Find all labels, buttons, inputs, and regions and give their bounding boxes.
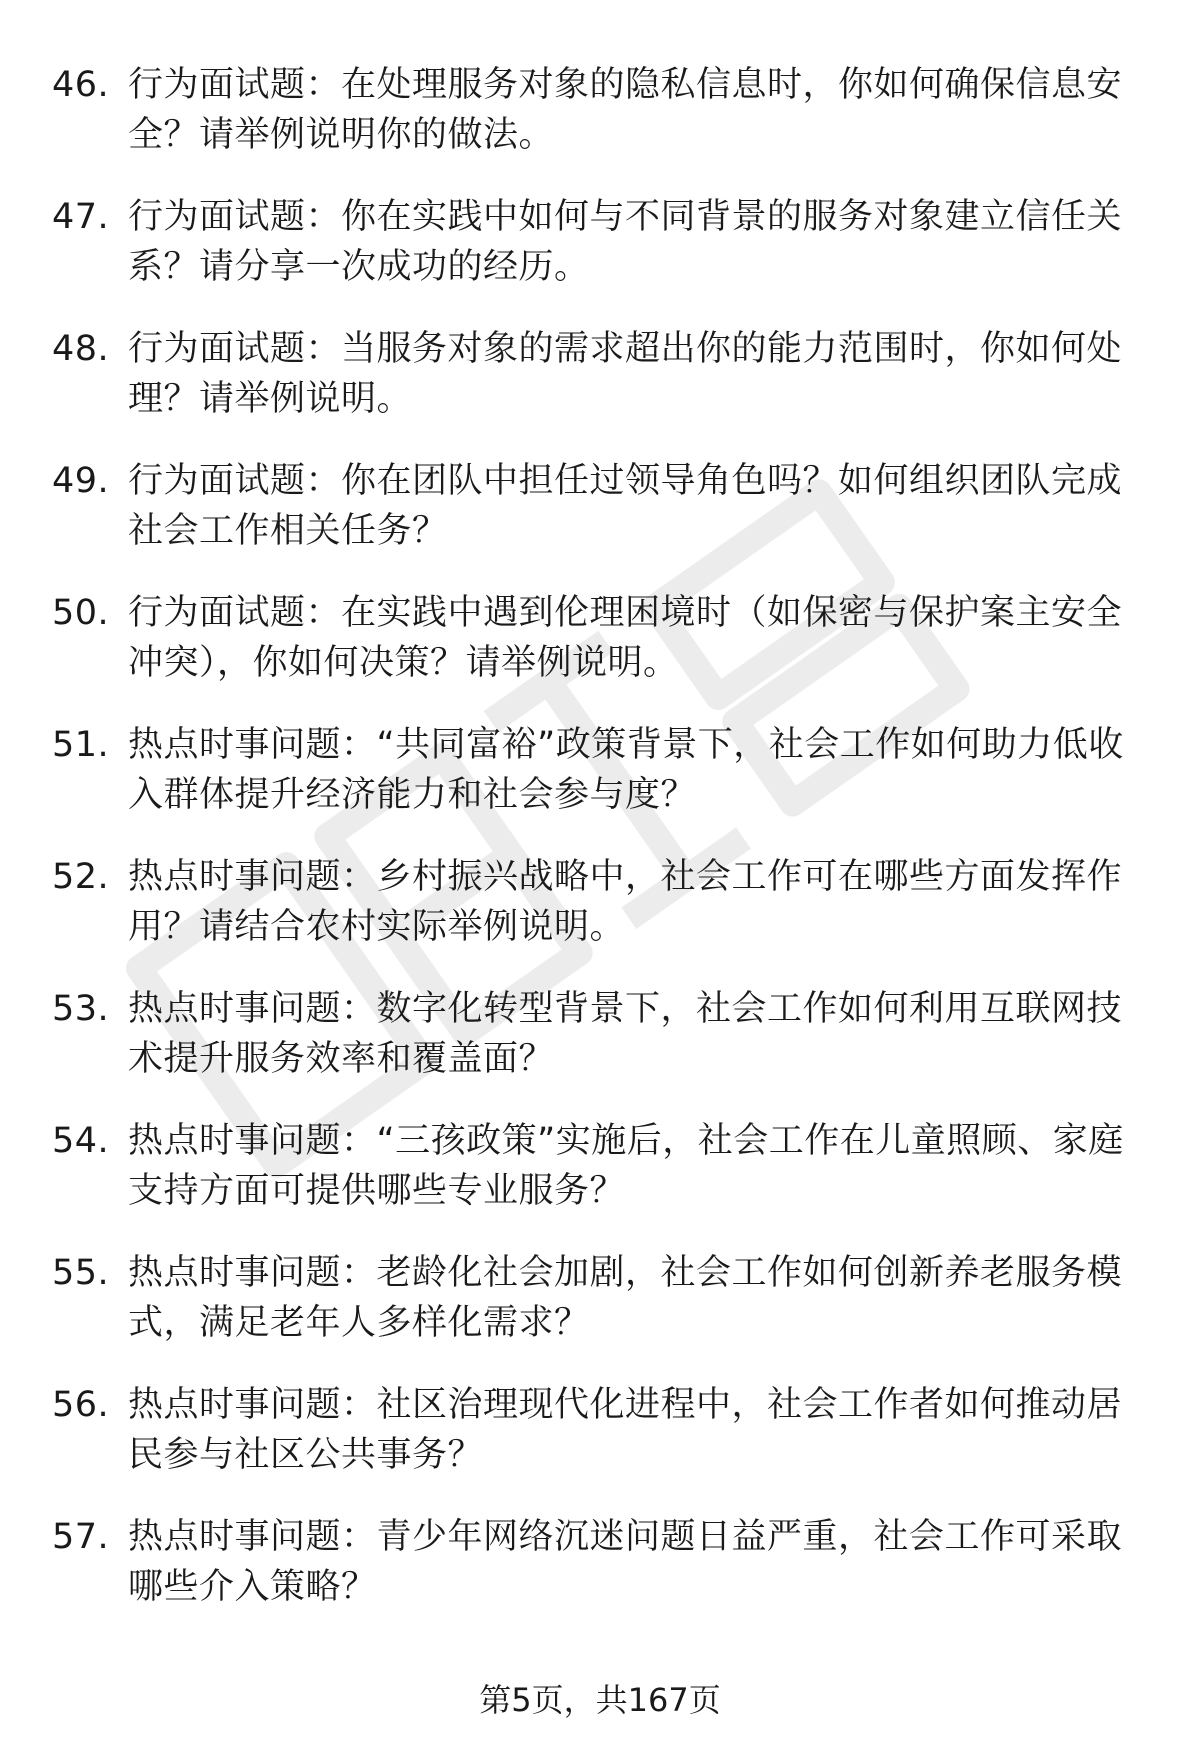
question-list — [52, 60, 1152, 1644]
question-number: 48. — [52, 329, 110, 369]
question-text: 热点时事问题：“共同富裕”政策背景下，社会工作如何助力低收入群体提升经济能力和社会参与度？ — [128, 725, 1124, 815]
list-item — [52, 456, 1152, 556]
question-text: 热点时事问题：老龄化社会加剧，社会工作如何创新养老服务模式，满足老年人多样化需求？ — [128, 1253, 1123, 1343]
question-number: 54. — [52, 1121, 110, 1161]
question-text: 热点时事问题：“三孩政策”实施后，社会工作在儿童照顾、家庭支持方面可提供哪些专业服务？ — [128, 1121, 1124, 1211]
list-item — [52, 1116, 1152, 1216]
question-number: 57. — [52, 1517, 110, 1557]
list-item — [52, 324, 1152, 424]
question-text: 行为面试题：你在团队中担任过领导角色吗？如何组织团队完成社会工作相关任务？ — [128, 461, 1123, 551]
list-item — [52, 1248, 1152, 1348]
list-item — [52, 1512, 1152, 1612]
question-number: 52. — [52, 857, 110, 897]
question-text: 热点时事问题：青少年网络沉迷问题日益严重，社会工作可采取哪些介入策略？ — [128, 1517, 1123, 1607]
question-text: 热点时事问题：数字化转型背景下，社会工作如何利用互联网技术提升服务效率和覆盖面？ — [128, 989, 1123, 1079]
question-text: 行为面试题：你在实践中如何与不同背景的服务对象建立信任关系？请分享一次成功的经历。 — [128, 197, 1123, 287]
question-number: 51. — [52, 725, 110, 765]
question-number: 50. — [52, 593, 110, 633]
question-text: 热点时事问题：乡村振兴战略中，社会工作可在哪些方面发挥作用？请结合农村实际举例说明。 — [128, 857, 1123, 947]
question-text: 行为面试题：在实践中遇到伦理困境时（如保密与保护案主安全冲突），你如何决策？请举例说明。 — [128, 593, 1123, 683]
list-item — [52, 984, 1152, 1084]
question-text: 热点时事问题：社区治理现代化进程中，社会工作者如何推动居民参与社区公共事务？ — [128, 1385, 1123, 1475]
list-item — [52, 588, 1152, 688]
list-item — [52, 852, 1152, 952]
question-number: 46. — [52, 65, 110, 105]
question-number: 55. — [52, 1253, 110, 1293]
question-number: 53. — [52, 989, 110, 1029]
list-item — [52, 1380, 1152, 1480]
question-number: 47. — [52, 197, 110, 237]
page-footer: 第5页，共167页 — [479, 1681, 721, 1719]
list-item — [52, 192, 1152, 292]
question-text: 行为面试题：当服务对象的需求超出你的能力范围时，你如何处理？请举例说明。 — [128, 329, 1123, 419]
question-text: 行为面试题：在处理服务对象的隐私信息时，你如何确保信息安全？请举例说明你的做法。 — [128, 65, 1123, 155]
list-item — [52, 60, 1152, 160]
question-number: 56. — [52, 1385, 110, 1425]
question-number: 49. — [52, 461, 110, 501]
list-item — [52, 720, 1152, 820]
